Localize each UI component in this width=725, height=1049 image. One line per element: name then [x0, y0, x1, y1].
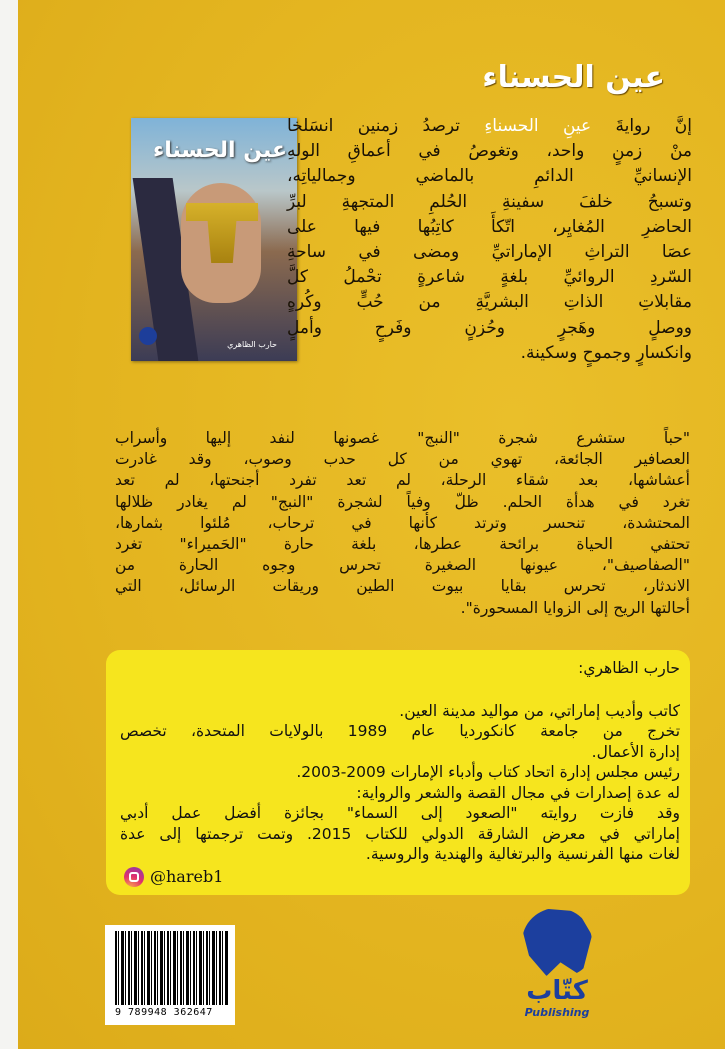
intro-line: السّردِ الروائيِّ بلغةٍ شاعرةٍ تحْملُ كلَّ — [287, 267, 692, 288]
excerpt-line: تحتفي الحياة برائحة عطرها، بلغة حارة "الحَميراء" تغرد — [115, 535, 690, 554]
front-cover-thumbnail — [131, 118, 297, 361]
isbn-barcode — [105, 925, 235, 1025]
intro-paragraph — [287, 114, 692, 366]
intro-line: ووصلٍ وهَجرٍ وحُزنٍ وفَرحٍ وأملٍ — [287, 317, 692, 338]
intro-text: ترصدُ زمنين انسَلخا — [287, 116, 485, 136]
intro-line: منْ زمنٍ واحد، وتغوصُ في أعماقِ الولهِ — [287, 141, 692, 162]
publisher-name-arabic: كتّاب — [526, 976, 588, 1006]
publisher-logo — [512, 908, 602, 1026]
bio-line: وقد فازت روايته "الصعود إلى السماء" بجائزة أفضل عمل أدبي — [120, 804, 680, 822]
bio-line: رئيس مجلس إدارة اتحاد كتاب وأدباء الإمارات 2009-2003. — [296, 763, 680, 781]
instagram-icon — [124, 867, 144, 887]
author-name: حارب الظاهري: — [578, 659, 680, 677]
excerpt-line: المحتشدة، تنحسر وترتد كأنها في ترحاب، مُلئوا بثمارها، — [115, 513, 690, 532]
horse-head-icon — [522, 908, 592, 976]
intro-line: وانكسارٍ وجموحٍ وسكينة. — [520, 342, 692, 363]
publisher-name-english: Publishing — [524, 1006, 590, 1019]
excerpt-line: "الصفاصيف"، عيونها الصغيرة تحرس وجوه الحارة من — [115, 556, 690, 575]
intro-line: مقابلاتِ الذاتِ البشريَّةِ من حُبٍّ وكُرهٍ — [287, 292, 692, 313]
intro-line: الحاضرِ المُغايِر، اتّكأَ كاتِبُها فيها على — [287, 216, 692, 237]
excerpt-line: تغرد في هدأة الحلم. ظلّ وفياً لشجرة "النبج" لم يغادر ظلالها — [115, 492, 690, 511]
bio-line: لغات منها الفرنسية والبرتغالية والهندية والروسية. — [365, 845, 680, 863]
excerpt-paragraph — [115, 428, 690, 619]
intro-line: عصَا التراثِ الإماراتيِّ ومضى في ساحةِ — [287, 242, 692, 263]
excerpt-line: العصافير الجائعة، تهوي من كل حدب وصوب، وقد غادرت — [115, 450, 690, 469]
excerpt-line: أعشاشها، بعد شقاء الرحلة، لم تعد تفرد أجنحتها، لم تعد — [115, 471, 690, 490]
bio-line: تخرج من جامعة كانكورديا عام 1989 بالولايات المتحدة، تخصص — [120, 722, 681, 740]
bio-line: إماراتي في معرض الشارقة الدولي للكتاب 2015. وتمت ترجمتها إلى عدة — [120, 824, 680, 843]
highlighted-title: عينِ الحسناءِ — [484, 116, 592, 136]
excerpt-line: أحالتها الريح إلى الزوايا المسحورة". — [460, 598, 690, 617]
thumbnail-author: حارب الظاهري — [227, 340, 277, 349]
intro-line: وتسبحُ خلفَ سفينةِ الحُلمِ المتجهةِ لبرِّ — [287, 191, 692, 212]
barcode-bars — [115, 931, 229, 1005]
intro-text: إنَّ روايةَ — [591, 116, 692, 136]
author-bio-box — [106, 650, 690, 895]
publisher-mini-logo-icon — [139, 327, 157, 345]
instagram-username: @hareb1 — [150, 866, 224, 886]
bio-line: إدارة الأعمال. — [591, 742, 680, 761]
intro-line — [287, 114, 692, 139]
bio-line: له عدة إصدارات في مجال القصة والشعر والرواية: — [356, 783, 680, 802]
book-title: عين الحسناء — [482, 60, 665, 95]
excerpt-line: "حباً ستشرع شجرة "النبج" غصونها لنفد إليها وأسراب — [115, 429, 690, 447]
instagram-handle — [124, 867, 223, 888]
excerpt-line: الاندثار، تحرس بقايا بيوت الطين وريقات الرسائل، التي — [115, 577, 690, 596]
bio-line: كاتب وأديب إماراتي، من مواليد مدينة العين. — [399, 701, 680, 720]
thumbnail-title: عين الحسناء — [153, 138, 287, 163]
intro-line: الإنسانيِّ الدائمِ بالماضي وجمالياتِه، — [287, 166, 692, 187]
isbn-number: 9 789948 362647 — [115, 1007, 213, 1018]
